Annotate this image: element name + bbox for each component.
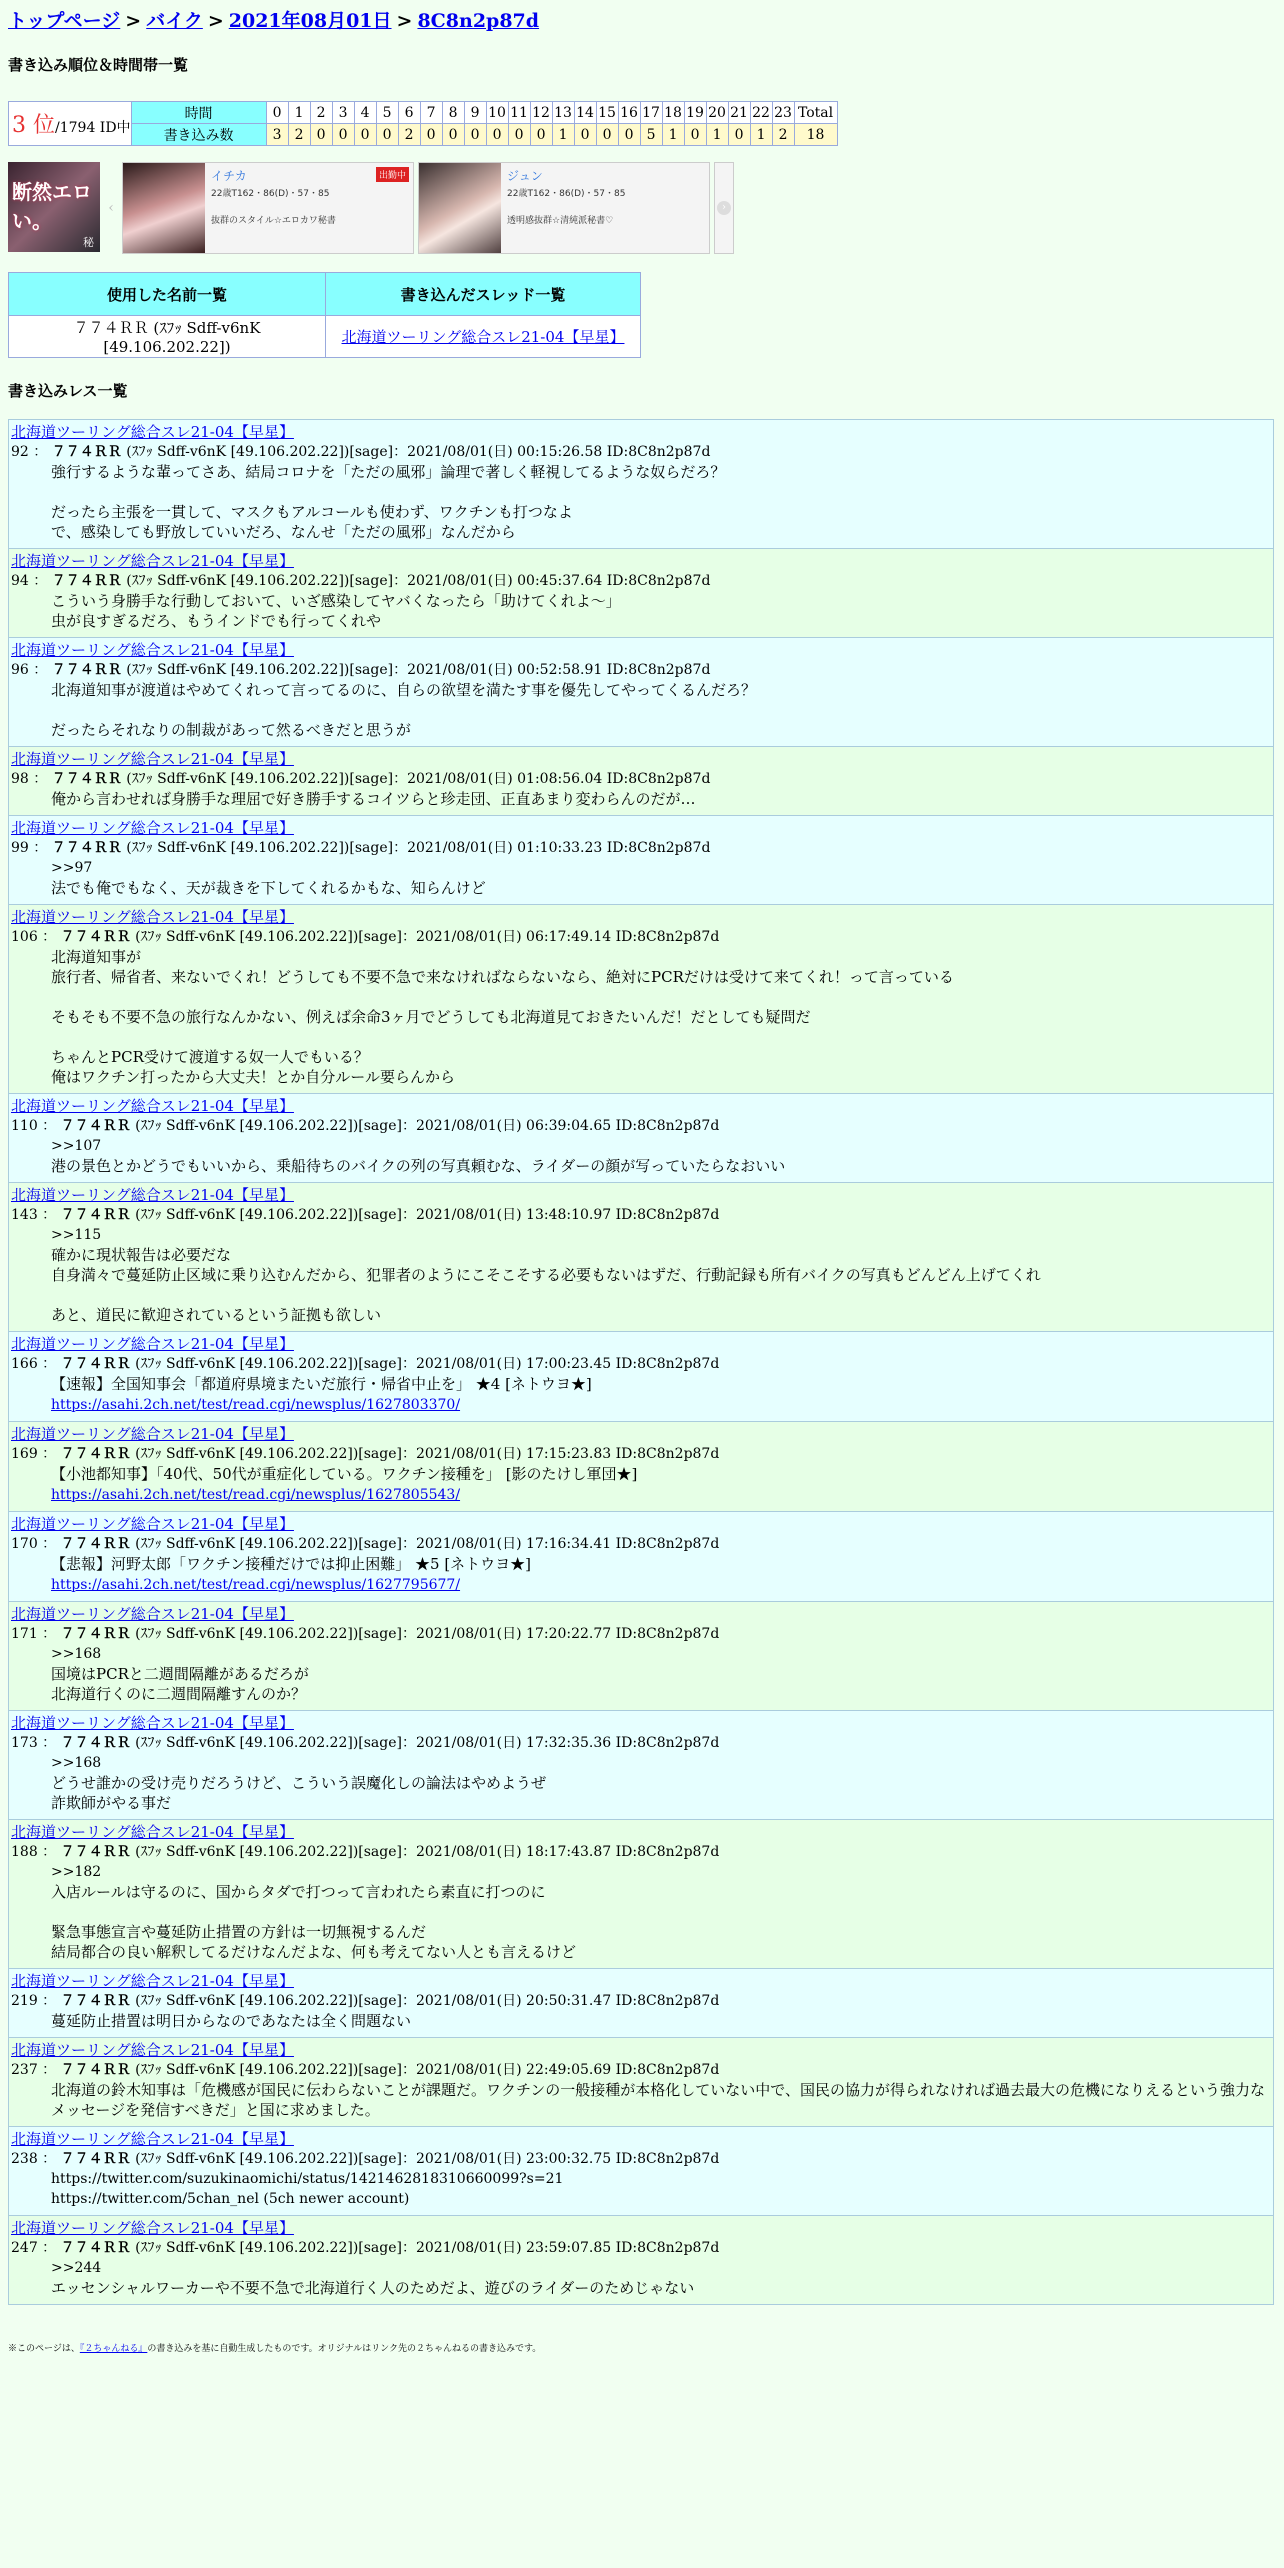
hour-count: 0: [684, 124, 706, 146]
ad-banner[interactable]: [8, 162, 1276, 254]
post-thread-link[interactable]: 北海道ツーリング総合スレ21-04【早星】: [11, 2041, 294, 2059]
hour-count: 0: [464, 124, 486, 146]
post-item: [8, 1421, 1274, 1511]
post-number: 98: [11, 771, 29, 787]
post-header: 169 ： ７７４ＲＲ (ｽﾌｯ Sdff-v6nK [49.106.202.22])[sage]：2021/08/01(日) 17:15:23.83 ID:8C8n2p87d: [11, 1446, 720, 1462]
post-meta: (ｽﾌｯ Sdff-v6nK [49.106.202.22])[sage]：2021/08/01(日) 20:50:31.47 ID:8C8n2p87d: [135, 1993, 720, 2009]
post-body: 北海道の鈴木知事は「危機感が国民に伝わらないことが課題だ。ワクチンの一般接種が本格化していない中で、国民の協力が得られなければ過去最大の危機になりえるという強力なメッセージを発信すべきだ」と国に求めました。: [51, 2081, 1265, 2119]
post-thread-link[interactable]: 北海道ツーリング総合スレ21-04【早星】: [11, 641, 294, 659]
hour-count: 5: [640, 124, 662, 146]
post-number: 143: [11, 1207, 38, 1223]
hour-header: 6: [398, 102, 420, 124]
post-meta: (ｽﾌｯ Sdff-v6nK [49.106.202.22])[sage]：2021/08/01(日) 18:17:43.87 ID:8C8n2p87d: [135, 1844, 720, 1860]
post-thread-link[interactable]: 北海道ツーリング総合スレ21-04【早星】: [11, 423, 294, 441]
post-author: ７７４ＲＲ: [60, 2151, 131, 2167]
post-author: ７７４ＲＲ: [60, 1356, 131, 1372]
total-header: Total: [794, 102, 837, 124]
hour-header: 0: [266, 102, 288, 124]
post-number: 173: [11, 1735, 38, 1751]
post-thread-link[interactable]: 北海道ツーリング総合スレ21-04【早星】: [11, 1972, 294, 1990]
post-thread-link[interactable]: 北海道ツーリング総合スレ21-04【早星】: [11, 1425, 294, 1443]
ad-image-sub: 秘: [83, 236, 94, 249]
post-number: 106: [11, 929, 38, 945]
hour-count: 0: [596, 124, 618, 146]
post-meta: (ｽﾌｯ Sdff-v6nK [49.106.202.22])[sage]：2021/08/01(日) 13:48:10.97 ID:8C8n2p87d: [135, 1207, 720, 1223]
hour-count: 0: [618, 124, 640, 146]
post-header: 188 ： ７７４ＲＲ (ｽﾌｯ Sdff-v6nK [49.106.202.22])[sage]：2021/08/01(日) 18:17:43.87 ID:8C8n2p87d: [11, 1844, 720, 1860]
post-anchor[interactable]: >>115: [51, 1227, 102, 1243]
post-url-link[interactable]: https://asahi.2ch.net/test/read.cgi/newsplus/1627803370/: [51, 1397, 461, 1413]
breadcrumb-separator: >: [207, 10, 224, 32]
hour-header: 22: [750, 102, 772, 124]
footer-text-post: の書き込みを基に自動生成したものです。オリジナルはリンク先の２ちゃんねるの書き込みです。: [147, 2344, 542, 2354]
post-author: ７７４ＲＲ: [60, 1844, 131, 1860]
post-item: [8, 1710, 1274, 1819]
post-body: 北海道知事が 旅行者、帰省者、来ないでくれ！どうしても不要不急で来なければならないなら、絶対にPCRだけは受けて来てくれ！って言っている そもそも不要不急の旅行なんかない、例えば余命3ヶ月でどうしても北海道見ておきたいんだ！だとしても疑問だ ちゃんとPCR受けて渡道する奴一人でもいる？ 俺はワクチン打ったから大丈夫！とか自分ルール要らんから: [51, 948, 954, 1086]
breadcrumb: [8, 6, 1276, 36]
post-body: 強行するような輩ってさあ、結局コロナを「ただの風邪」論理で著しく軽視してるような奴らだろ？ だったら主張を一貫して、マスクもアルコールも使わず、ワクチンも打つなよ で、感染しても野放していいだろ、なんせ「ただの風邪」なんだから: [51, 463, 726, 541]
posts-heading: 書き込みレス一覧: [8, 382, 128, 400]
post-item: [8, 419, 1274, 548]
post-meta: (ｽﾌｯ Sdff-v6nK [49.106.202.22])[sage]：2021/08/01(日) 00:52:58.91 ID:8C8n2p87d: [126, 662, 711, 678]
post-thread-link[interactable]: 北海道ツーリング総合スレ21-04【早星】: [11, 2219, 294, 2237]
post-meta: (ｽﾌｯ Sdff-v6nK [49.106.202.22])[sage]：2021/08/01(日) 06:17:49.14 ID:8C8n2p87d: [135, 929, 720, 945]
post-meta: (ｽﾌｯ Sdff-v6nK [49.106.202.22])[sage]：2021/08/01(日) 17:16:34.41 ID:8C8n2p87d: [135, 1536, 720, 1552]
post-body: どうせ誰かの受け売りだろうけど、こういう誤魔化しの論法はやめようぜ 詐欺師がやる事だ: [51, 1774, 547, 1812]
ad-card-photo: [123, 163, 205, 253]
post-number: 166: [11, 1356, 38, 1372]
hourly-posts-table: [8, 101, 838, 146]
post-item: [8, 1331, 1274, 1421]
post-meta: (ｽﾌｯ Sdff-v6nK [49.106.202.22])[sage]：2021/08/01(日) 01:08:56.04 ID:8C8n2p87d: [126, 771, 711, 787]
post-body: 【速報】全国知事会「都道府県境またいだ旅行・帰省中止を」 ★4 [ネトウヨ★]: [51, 1375, 592, 1393]
post-item: [8, 1511, 1274, 1601]
post-author: ７７４ＲＲ: [60, 1536, 131, 1552]
hour-header: 19: [684, 102, 706, 124]
breadcrumb-top-link[interactable]: トップページ: [8, 10, 121, 32]
hour-header: 23: [772, 102, 794, 124]
post-body: 北海道知事が渡道はやめてくれって言ってるのに、自らの欲望を満たす事を優先してやってくるんだろ？ だったらそれなりの制裁があって然るべきだと思うが: [51, 681, 757, 739]
hour-count: 0: [442, 124, 464, 146]
hour-header: 8: [442, 102, 464, 124]
post-anchor[interactable]: >>168: [51, 1755, 102, 1771]
hour-header: 4: [354, 102, 376, 124]
hour-count: 0: [332, 124, 354, 146]
post-thread-link[interactable]: 北海道ツーリング総合スレ21-04【早星】: [11, 1605, 294, 1623]
hour-header: 3: [332, 102, 354, 124]
ad-image[interactable]: [8, 162, 100, 252]
post-item: [8, 1968, 1274, 2037]
ad-card[interactable]: [418, 162, 710, 254]
post-number: 110: [11, 1118, 38, 1134]
post-header: 166 ： ７７４ＲＲ (ｽﾌｯ Sdff-v6nK [49.106.202.22])[sage]：2021/08/01(日) 17:00:23.45 ID:8C8n2p87d: [11, 1356, 720, 1372]
post-meta: (ｽﾌｯ Sdff-v6nK [49.106.202.22])[sage]：2021/08/01(日) 17:00:23.45 ID:8C8n2p87d: [135, 1356, 720, 1372]
post-body: 法でも俺でもなく、天が裁きを下してくれるかもな、知らんけど: [51, 879, 486, 897]
post-link-row: [11, 1574, 1271, 1595]
post-author: ７７４ＲＲ: [51, 662, 122, 678]
ad-card-desc: 抜群のスタイル☆エロカワ秘書: [211, 216, 336, 226]
post-body: 【小池都知事】「40代、50代が重症化している。ワクチン接種を」 [影のたけし軍団★]: [51, 1465, 638, 1483]
footer-note: [8, 2341, 1276, 2354]
post-item: [8, 2215, 1274, 2305]
post-author: ７７４ＲＲ: [51, 840, 122, 856]
hour-count: 0: [530, 124, 552, 146]
post-item: [8, 1819, 1274, 1968]
post-item: [8, 746, 1274, 815]
post-thread-link[interactable]: 北海道ツーリング総合スレ21-04【早星】: [11, 2130, 294, 2148]
post-number: 171: [11, 1626, 38, 1642]
ad-card-stats: 22歳T162・86(D)・57・85: [507, 189, 626, 199]
ad-card-badge: 出勤中: [376, 167, 409, 182]
post-header: 237 ： ７７４ＲＲ (ｽﾌｯ Sdff-v6nK [49.106.202.22])[sage]：2021/08/01(日) 22:49:05.69 ID:8C8n2p87d: [11, 2062, 720, 2078]
post-url-link[interactable]: https://asahi.2ch.net/test/read.cgi/newsplus/1627805543/: [51, 1487, 461, 1503]
names-table: [8, 272, 641, 358]
hour-count: 0: [310, 124, 332, 146]
post-meta: (ｽﾌｯ Sdff-v6nK [49.106.202.22])[sage]：2021/08/01(日) 22:49:05.69 ID:8C8n2p87d: [135, 2062, 720, 2078]
post-thread-link[interactable]: 北海道ツーリング総合スレ21-04【早星】: [11, 908, 294, 926]
post-thread-link[interactable]: 北海道ツーリング総合スレ21-04【早星】: [11, 1714, 294, 1732]
breadcrumb-date-link[interactable]: 2021年08月01日: [228, 10, 392, 32]
ad-card[interactable]: [122, 162, 414, 254]
hour-count: 0: [574, 124, 596, 146]
post-number: 238: [11, 2151, 38, 2167]
hour-count: 1: [750, 124, 772, 146]
post-link-row: [11, 1394, 1271, 1415]
hour-count: 0: [508, 124, 530, 146]
post-meta: (ｽﾌｯ Sdff-v6nK [49.106.202.22])[sage]：2021/08/01(日) 17:15:23.83 ID:8C8n2p87d: [135, 1446, 720, 1462]
post-number: 169: [11, 1446, 38, 1462]
ad-card-photo: [419, 163, 501, 253]
rank-heading: 書き込み順位＆時間帯一覧: [8, 56, 189, 74]
post-author: ７７４ＲＲ: [60, 1118, 131, 1134]
ad-card-name: イチカ: [211, 169, 247, 183]
post-header: 106 ： ７７４ＲＲ (ｽﾌｯ Sdff-v6nK [49.106.202.22])[sage]：2021/08/01(日) 06:17:49.14 ID:8C8n2p87d: [11, 929, 720, 945]
post-author: ７７４ＲＲ: [60, 2240, 131, 2256]
post-header: 143 ： ７７４ＲＲ (ｽﾌｯ Sdff-v6nK [49.106.202.22])[sage]：2021/08/01(日) 13:48:10.97 ID:8C8n2p87d: [11, 1207, 720, 1223]
post-header: 92 ： ７７４ＲＲ (ｽﾌｯ Sdff-v6nK [49.106.202.22])[sage]：2021/08/01(日) 00:15:26.58 ID:8C8n2p87d: [11, 444, 711, 460]
post-thread-link[interactable]: 北海道ツーリング総合スレ21-04【早星】: [11, 1335, 294, 1353]
post-number: 219: [11, 1993, 38, 2009]
hour-count: 0: [486, 124, 508, 146]
rank-number: 3 位: [12, 113, 55, 138]
total-count: 18: [794, 124, 837, 146]
breadcrumb-separator: >: [396, 10, 413, 32]
post-body: 入店ルールは守るのに、国からタダで打つって言われたら素直に打つのに 緊急事態宣言や蔓延防止措置の方針は一切無視するんだ 結局都合の良い解釈してるだけなんだよな、何も考えてない人とも言えるけど: [51, 1883, 577, 1961]
post-body: 蔓延防止措置は明日からなのであなたは全く問題ない: [51, 2012, 412, 2030]
hour-count: 2: [398, 124, 420, 146]
post-body: エッセンシャルワーカーや不要不急で北海道行く人のためだよ、遊びのライダーのためじゃない: [51, 2279, 695, 2297]
post-header: 98 ： ７７４ＲＲ (ｽﾌｯ Sdff-v6nK [49.106.202.22])[sage]：2021/08/01(日) 01:08:56.04 ID:8C8n2p87d: [11, 771, 711, 787]
names-col-header: 使用した名前一覧: [9, 273, 326, 316]
post-author: ７７４ＲＲ: [60, 2062, 131, 2078]
post-header: 247 ： ７７４ＲＲ (ｽﾌｯ Sdff-v6nK [49.106.202.22])[sage]：2021/08/01(日) 23:59:07.85 ID:8C8n2p87d: [11, 2240, 720, 2256]
hour-header: 5: [376, 102, 398, 124]
hour-count: 3: [266, 124, 288, 146]
post-body: 国境はPCRと二週間隔離があるだろが 北海道行くのに二週間隔離すんのか？: [51, 1665, 309, 1703]
hour-header: 12: [530, 102, 552, 124]
post-thread-link[interactable]: 北海道ツーリング総合スレ21-04【早星】: [11, 1823, 294, 1841]
post-thread-link[interactable]: 北海道ツーリング総合スレ21-04【早星】: [11, 1097, 294, 1115]
post-item: [8, 637, 1274, 746]
post-thread-link[interactable]: 北海道ツーリング総合スレ21-04【早星】: [11, 819, 294, 837]
hour-header: 21: [728, 102, 750, 124]
hour-header: 14: [574, 102, 596, 124]
post-header: 110 ： ７７４ＲＲ (ｽﾌｯ Sdff-v6nK [49.106.202.22])[sage]：2021/08/01(日) 06:39:04.65 ID:8C8n2p87d: [11, 1118, 720, 1134]
post-header: 94 ： ７７４ＲＲ (ｽﾌｯ Sdff-v6nK [49.106.202.22])[sage]：2021/08/01(日) 00:45:37.64 ID:8C8n2p87d: [11, 573, 711, 589]
post-thread-link[interactable]: 北海道ツーリング総合スレ21-04【早星】: [11, 1515, 294, 1533]
footer-2ch-link[interactable]: 『２ちゃんねる』: [79, 2344, 148, 2354]
hour-header: 10: [486, 102, 508, 124]
post-meta: (ｽﾌｯ Sdff-v6nK [49.106.202.22])[sage]：2021/08/01(日) 00:15:26.58 ID:8C8n2p87d: [126, 444, 711, 460]
hour-header: 11: [508, 102, 530, 124]
post-author: ７７４ＲＲ: [60, 929, 131, 945]
hour-header: 13: [552, 102, 574, 124]
post-item: [8, 548, 1274, 637]
post-body: 【悲報】河野太郎「ワクチン接種だけでは抑止困難」 ★5 [ネトウヨ★]: [51, 1555, 532, 1573]
post-url-link[interactable]: https://asahi.2ch.net/test/read.cgi/newsplus/1627795677/: [51, 1577, 461, 1593]
hour-count: 0: [728, 124, 750, 146]
post-thread-link[interactable]: 北海道ツーリング総合スレ21-04【早星】: [11, 552, 294, 570]
count-label: 書き込み数: [131, 124, 266, 146]
breadcrumb-id-link[interactable]: 8C8n2p87d: [417, 10, 540, 32]
breadcrumb-separator: >: [125, 10, 142, 32]
post-item: [8, 2126, 1274, 2215]
post-header: 238 ： ７７４ＲＲ (ｽﾌｯ Sdff-v6nK [49.106.202.22])[sage]：2021/08/01(日) 23:00:32.75 ID:8C8n2p87d: [11, 2151, 720, 2167]
post-item: [8, 2037, 1274, 2126]
post-header: 219 ： ７７４ＲＲ (ｽﾌｯ Sdff-v6nK [49.106.202.22])[sage]：2021/08/01(日) 20:50:31.47 ID:8C8n2p87d: [11, 1993, 720, 2009]
hour-count: 0: [420, 124, 442, 146]
hour-header: 18: [662, 102, 684, 124]
ad-card-stats: 22歳T162・86(D)・57・85: [211, 189, 330, 199]
post-header: 173 ： ７７４ＲＲ (ｽﾌｯ Sdff-v6nK [49.106.202.22])[sage]：2021/08/01(日) 17:32:35.36 ID:8C8n2p87d: [11, 1735, 720, 1751]
hour-header: 7: [420, 102, 442, 124]
post-author: ７７４ＲＲ: [60, 1993, 131, 2009]
post-number: 170: [11, 1536, 38, 1552]
post-number: 92: [11, 444, 29, 460]
hour-header: 16: [618, 102, 640, 124]
breadcrumb-board-link[interactable]: バイク: [146, 10, 203, 32]
post-header: 99 ： ７７４ＲＲ (ｽﾌｯ Sdff-v6nK [49.106.202.22])[sage]：2021/08/01(日) 01:10:33.23 ID:8C8n2p87d: [11, 840, 711, 856]
post-number: 96: [11, 662, 29, 678]
used-name: ７７４ＲＲ (ｽﾌｯ Sdff-v6nK [49.106.202.22]): [9, 316, 326, 358]
hour-header: 9: [464, 102, 486, 124]
post-anchor[interactable]: >>182: [51, 1864, 102, 1880]
post-number: 188: [11, 1844, 38, 1860]
post-author: ７７４ＲＲ: [51, 444, 122, 460]
rank-total: /1794 ID中: [55, 120, 131, 136]
hour-count: 1: [662, 124, 684, 146]
post-meta: (ｽﾌｯ Sdff-v6nK [49.106.202.22])[sage]：2021/08/01(日) 01:10:33.23 ID:8C8n2p87d: [126, 840, 711, 856]
hour-count: 1: [552, 124, 574, 146]
hour-header: 20: [706, 102, 728, 124]
footer-text-pre: ※このページは、: [8, 2344, 80, 2354]
post-number: 94: [11, 573, 29, 589]
ad-next-button[interactable]: [714, 162, 734, 254]
post-header: 170 ： ７７４ＲＲ (ｽﾌｯ Sdff-v6nK [49.106.202.22])[sage]：2021/08/01(日) 17:16:34.41 ID:8C8n2p87d: [11, 1536, 720, 1552]
threads-col-header: 書き込んだスレッド一覧: [326, 273, 641, 316]
post-anchor[interactable]: >>168: [51, 1646, 102, 1662]
hour-count: 2: [772, 124, 794, 146]
hour-header: 17: [640, 102, 662, 124]
post-thread-link[interactable]: 北海道ツーリング総合スレ21-04【早星】: [11, 750, 294, 768]
post-body: 確かに現状報告は必要だな 自身満々で蔓延防止区域に乗り込むんだから、犯罪者のようにこそこそする必要もないはずだ、行動記録も所有バイクの写真もどんどん上げてくれ あと、道民に歓迎されているという証拠も欲しい: [51, 1246, 1041, 1324]
post-item: [8, 1601, 1274, 1710]
post-meta: (ｽﾌｯ Sdff-v6nK [49.106.202.22])[sage]：2021/08/01(日) 17:32:35.36 ID:8C8n2p87d: [135, 1735, 720, 1751]
post-anchor[interactable]: >>244: [51, 2260, 102, 2276]
post-meta: (ｽﾌｯ Sdff-v6nK [49.106.202.22])[sage]：2021/08/01(日) 00:45:37.64 ID:8C8n2p87d: [126, 573, 711, 589]
post-meta: (ｽﾌｯ Sdff-v6nK [49.106.202.22])[sage]：2021/08/01(日) 17:20:22.77 ID:8C8n2p87d: [135, 1626, 720, 1642]
ad-image-text: 断然エロい。: [12, 180, 92, 233]
post-author: ７７４ＲＲ: [60, 1446, 131, 1462]
post-item: [8, 815, 1274, 904]
post-anchor[interactable]: >>107: [51, 1138, 102, 1154]
hour-header: 2: [310, 102, 332, 124]
post-list: [8, 419, 1274, 2305]
hour-count: 0: [376, 124, 398, 146]
post-author: ７７４ＲＲ: [60, 1735, 131, 1751]
post-author: ７７４ＲＲ: [60, 1626, 131, 1642]
post-number: 237: [11, 2062, 38, 2078]
post-meta: (ｽﾌｯ Sdff-v6nK [49.106.202.22])[sage]：2021/08/01(日) 06:39:04.65 ID:8C8n2p87d: [135, 1118, 720, 1134]
post-item: [8, 1093, 1274, 1182]
ad-card-desc: 透明感抜群☆清純派秘書♡: [507, 216, 614, 226]
thread-link[interactable]: 北海道ツーリング総合スレ21-04【早星】: [341, 328, 625, 346]
post-author: ７７４ＲＲ: [51, 771, 122, 787]
post-header: 96 ： ７７４ＲＲ (ｽﾌｯ Sdff-v6nK [49.106.202.22])[sage]：2021/08/01(日) 00:52:58.91 ID:8C8n2p87d: [11, 662, 711, 678]
post-number: 99: [11, 840, 29, 856]
post-author: ７７４ＲＲ: [60, 1207, 131, 1223]
hour-header: 15: [596, 102, 618, 124]
post-number: 247: [11, 2240, 38, 2256]
post-meta: (ｽﾌｯ Sdff-v6nK [49.106.202.22])[sage]：2021/08/01(日) 23:00:32.75 ID:8C8n2p87d: [135, 2151, 720, 2167]
post-author: ７７４ＲＲ: [51, 573, 122, 589]
time-label: 時間: [131, 102, 266, 124]
post-item: [8, 904, 1274, 1093]
post-item: [8, 1182, 1274, 1331]
hour-header: 1: [288, 102, 310, 124]
hour-count: 1: [706, 124, 728, 146]
rank-cell: [9, 102, 132, 146]
chevron-right-icon: ›: [717, 201, 731, 215]
hour-count: 2: [288, 124, 310, 146]
post-body: こういう身勝手な行動しておいて、いざ感染してヤバくなったら「助けてくれよ～」 虫が良すぎるだろ、もうインドでも行ってくれや: [51, 592, 621, 630]
post-meta: (ｽﾌｯ Sdff-v6nK [49.106.202.22])[sage]：2021/08/01(日) 23:59:07.85 ID:8C8n2p87d: [135, 2240, 720, 2256]
post-thread-link[interactable]: 北海道ツーリング総合スレ21-04【早星】: [11, 1186, 294, 1204]
post-header: 171 ： ７７４ＲＲ (ｽﾌｯ Sdff-v6nK [49.106.202.22])[sage]：2021/08/01(日) 17:20:22.77 ID:8C8n2p87d: [11, 1626, 720, 1642]
post-body: 港の景色とかどうでもいいから、乗船待ちのバイクの列の写真頼むな、ライダーの顔が写っていたらなおいい: [51, 1157, 786, 1175]
ad-card-name: ジュン: [507, 169, 543, 183]
post-link-row: [11, 1484, 1271, 1505]
post-body: https://twitter.com/suzukinaomichi/status/1421462818310660099?s=21 https://twitter.com/5chan_nel (5ch newer account): [51, 2171, 564, 2207]
ad-prev-arrow-icon[interactable]: ‹: [108, 200, 114, 216]
post-anchor[interactable]: >>97: [51, 860, 93, 876]
hour-count: 0: [354, 124, 376, 146]
post-body: 俺から言わせれば身勝手な理屈で好き勝手するコイツらと珍走団、正直あまり変わらんのだが…: [51, 790, 696, 808]
